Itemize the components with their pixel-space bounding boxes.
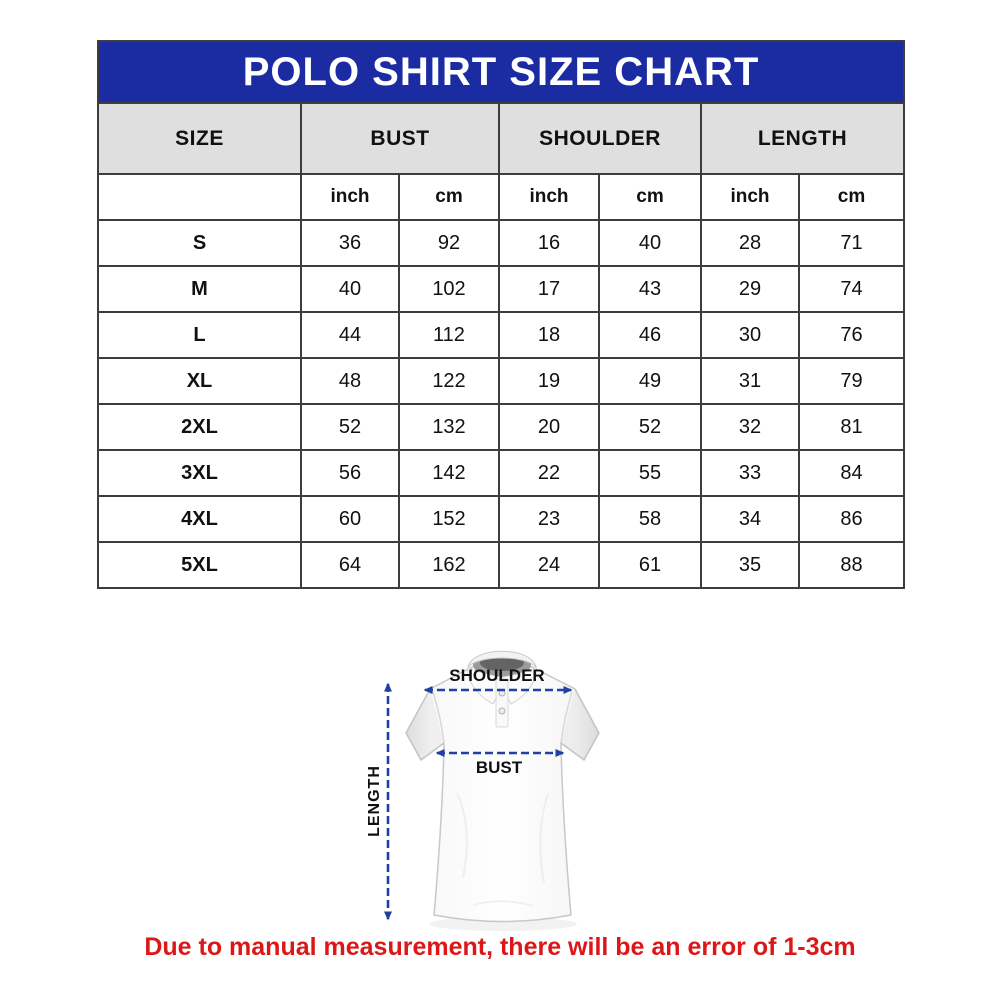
value-cell: 32: [701, 404, 799, 450]
unit-header: inch: [301, 174, 399, 220]
measurement-note: Due to manual measurement, there will be an error of 1-3cm: [144, 933, 856, 961]
value-cell: 23: [499, 496, 599, 542]
table-row: [98, 312, 904, 358]
size-cell: L: [98, 312, 301, 358]
value-cell: 17: [499, 266, 599, 312]
placket: [496, 679, 508, 727]
value-cell: 30: [701, 312, 799, 358]
bust-label: BUST: [475, 758, 523, 777]
page-title: POLO SHIRT SIZE CHART: [98, 41, 904, 103]
value-cell: 92: [399, 220, 499, 266]
value-cell: 22: [499, 450, 599, 496]
value-cell: 74: [799, 266, 904, 312]
column-header-bust: BUST: [301, 103, 499, 174]
column-header-length: LENGTH: [701, 103, 904, 174]
value-cell: 34: [701, 496, 799, 542]
value-cell: 55: [599, 450, 701, 496]
column-header-size: SIZE: [98, 103, 301, 174]
value-cell: 81: [799, 404, 904, 450]
value-cell: 18: [499, 312, 599, 358]
value-cell: 61: [599, 542, 701, 588]
size-cell: S: [98, 220, 301, 266]
size-chart-table: [97, 40, 905, 589]
unit-header-row: [98, 174, 904, 220]
value-cell: 71: [799, 220, 904, 266]
value-cell: 56: [301, 450, 399, 496]
value-cell: 102: [399, 266, 499, 312]
size-cell: 4XL: [98, 496, 301, 542]
value-cell: 43: [599, 266, 701, 312]
table-row: [98, 450, 904, 496]
value-cell: 48: [301, 358, 399, 404]
value-cell: 40: [301, 266, 399, 312]
size-cell: 5XL: [98, 542, 301, 588]
value-cell: 52: [599, 404, 701, 450]
unit-header: inch: [701, 174, 799, 220]
title-bar: [98, 41, 904, 103]
value-cell: 112: [399, 312, 499, 358]
shoulder-label: SHOULDER: [449, 666, 545, 685]
value-cell: 60: [301, 496, 399, 542]
table-row: [98, 358, 904, 404]
value-cell: 142: [399, 450, 499, 496]
value-cell: 46: [599, 312, 701, 358]
value-cell: 84: [799, 450, 904, 496]
value-cell: 36: [301, 220, 399, 266]
value-cell: 35: [701, 542, 799, 588]
column-group-header-row: [98, 103, 904, 174]
value-cell: 162: [399, 542, 499, 588]
value-cell: 19: [499, 358, 599, 404]
value-cell: 79: [799, 358, 904, 404]
value-cell: 16: [499, 220, 599, 266]
size-cell: 3XL: [98, 450, 301, 496]
value-cell: 86: [799, 496, 904, 542]
unit-header-empty: [98, 174, 301, 220]
value-cell: 40: [599, 220, 701, 266]
unit-header: cm: [799, 174, 904, 220]
value-cell: 152: [399, 496, 499, 542]
length-label: LENGTH: [366, 765, 383, 837]
size-cell: 2XL: [98, 404, 301, 450]
table-row: [98, 266, 904, 312]
value-cell: 88: [799, 542, 904, 588]
column-header-shoulder: SHOULDER: [499, 103, 701, 174]
size-chart: [97, 40, 903, 589]
unit-header: inch: [499, 174, 599, 220]
measurement-diagram: [355, 643, 610, 938]
value-cell: 122: [399, 358, 499, 404]
value-cell: 20: [499, 404, 599, 450]
table-row: [98, 220, 904, 266]
value-cell: 33: [701, 450, 799, 496]
value-cell: 58: [599, 496, 701, 542]
size-cell: XL: [98, 358, 301, 404]
value-cell: 76: [799, 312, 904, 358]
value-cell: 132: [399, 404, 499, 450]
unit-header: cm: [599, 174, 701, 220]
value-cell: 28: [701, 220, 799, 266]
value-cell: 49: [599, 358, 701, 404]
value-cell: 31: [701, 358, 799, 404]
table-row: [98, 404, 904, 450]
value-cell: 52: [301, 404, 399, 450]
polo-shirt-graphic: [355, 643, 610, 938]
button: [499, 708, 505, 714]
value-cell: 44: [301, 312, 399, 358]
table-row: [98, 496, 904, 542]
value-cell: 64: [301, 542, 399, 588]
value-cell: 29: [701, 266, 799, 312]
unit-header: cm: [399, 174, 499, 220]
size-cell: M: [98, 266, 301, 312]
table-row: [98, 542, 904, 588]
value-cell: 24: [499, 542, 599, 588]
